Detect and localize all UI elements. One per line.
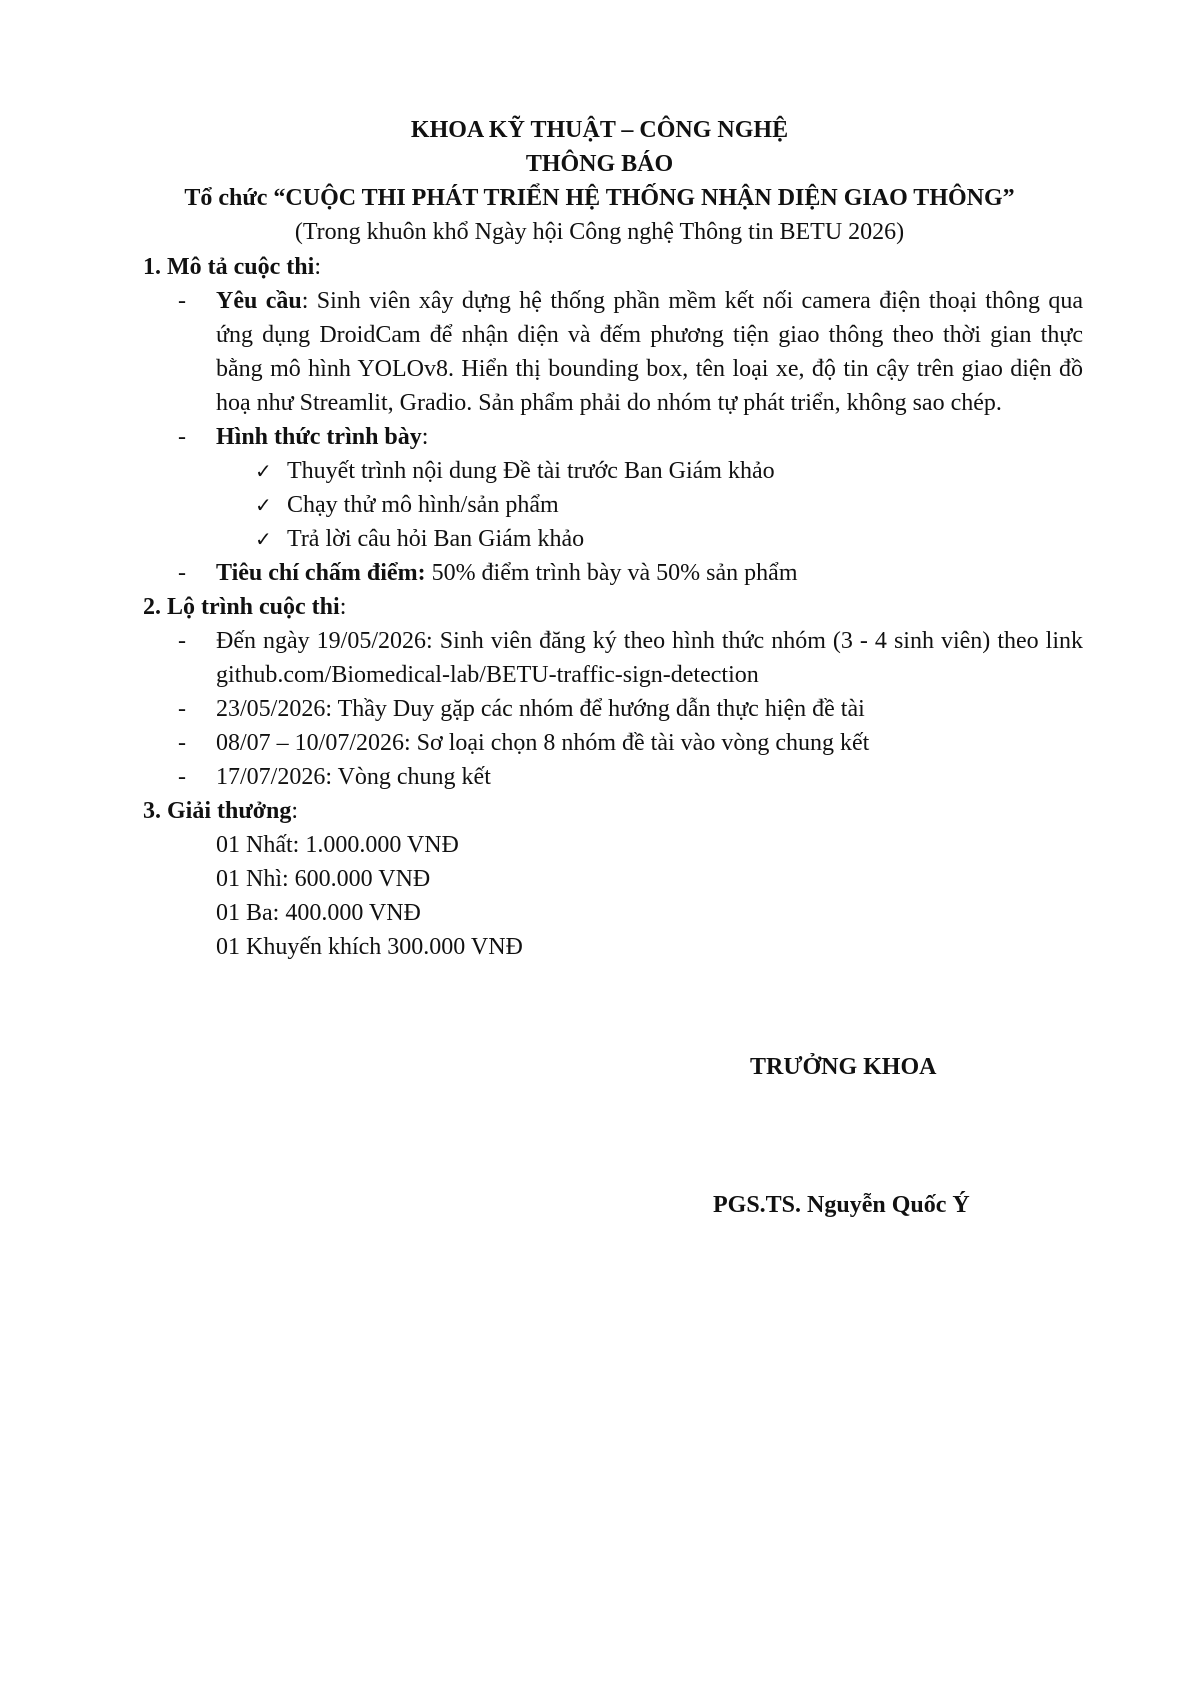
format-sub-item: ✓ Chạy thử mô hình/sản phẩm — [143, 488, 1083, 522]
faculty-name: KHOA KỸ THUẬT – CÔNG NGHỆ — [410, 117, 789, 143]
signature-title: TRƯỞNG KHOA — [750, 1054, 937, 1080]
dash-bullet: - — [178, 730, 186, 756]
dash-bullet: - — [178, 424, 186, 450]
dash-bullet: - — [178, 764, 186, 790]
check-icon: ✓ — [255, 527, 272, 551]
dash-bullet: - — [178, 560, 186, 586]
requirement-label: Yêu cầu — [216, 288, 302, 314]
signature-name: PGS.TS. Nguyễn Quốc Ý — [713, 1192, 970, 1218]
document-header — [0, 113, 1199, 249]
document-body — [143, 250, 1083, 964]
format-label: Hình thức trình bày — [216, 424, 422, 450]
criteria-label: Tiêu chí chấm điểm: — [216, 560, 426, 586]
dash-bullet: - — [178, 288, 186, 314]
dash-bullet: - — [178, 628, 186, 654]
format-sub-item: ✓ Thuyết trình nội dung Đề tài trước Ban Giám khảo — [143, 454, 1083, 488]
check-icon: ✓ — [255, 493, 272, 517]
criteria-item — [143, 556, 1083, 590]
section-1-title: 1. Mô tả cuộc thi: — [143, 254, 321, 280]
notice-title: THÔNG BÁO — [525, 151, 674, 177]
format-item: - Hình thức trình bày: — [143, 420, 1083, 454]
prize-item: 01 Nhì: 600.000 VNĐ — [216, 866, 431, 892]
event-prefix: Tổ chức — [184, 185, 274, 211]
requirement-text: : Sinh viên xây dựng hệ thống phần mềm kết nối camera điện thoại thông qua ứng dụng DroidCam để nhận diện và đếm phương tiện giao thông theo thời gian thực bằng mô hình YOLOv8. Hiển thị bounding box, tên loại xe, độ tin cậy trên giao diện đồ hoạ như Streamlit, Gradio. Sản phẩm phải do nhóm tự phát triển, không sao chép. — [216, 288, 1083, 416]
schedule-item: - 23/05/2026: Thầy Duy gặp các nhóm để hướng dẫn thực hiện đề tài — [143, 692, 1083, 726]
section-3-title: 3. Giải thưởng: — [143, 798, 299, 824]
schedule-item: - Đến ngày 19/05/2026: Sinh viên đăng ký theo hình thức nhóm (3 - 4 sinh viên) theo link github.com/Biomedical-lab/BETU-traffic-sign-detection — [143, 624, 1083, 692]
prize-item: 01 Nhất: 1.000.000 VNĐ — [216, 832, 459, 858]
prize-item: 01 Ba: 400.000 VNĐ — [216, 900, 421, 926]
section-2-title: 2. Lộ trình cuộc thi: — [143, 594, 347, 620]
event-title-line — [0, 181, 1199, 215]
schedule-item: - 17/07/2026: Vòng chung kết — [143, 760, 1083, 794]
requirement-item — [143, 284, 1083, 420]
check-icon: ✓ — [255, 459, 272, 483]
format-sub-item: ✓ Trả lời câu hỏi Ban Giám khảo — [143, 522, 1083, 556]
event-title: “CUỘC THI PHÁT TRIỂN HỆ THỐNG NHẬN DIỆN GIAO THÔNG” — [273, 185, 1015, 211]
prize-item: 01 Khuyến khích 300.000 VNĐ — [216, 934, 523, 960]
event-subtitle: (Trong khuôn khổ Ngày hội Công nghệ Thông tin BETU 2026) — [294, 219, 905, 245]
dash-bullet: - — [178, 696, 186, 722]
schedule-item: - 08/07 – 10/07/2026: Sơ loại chọn 8 nhóm đề tài vào vòng chung kết — [143, 726, 1083, 760]
criteria-text: 50% điểm trình bày và 50% sản phẩm — [425, 560, 798, 586]
